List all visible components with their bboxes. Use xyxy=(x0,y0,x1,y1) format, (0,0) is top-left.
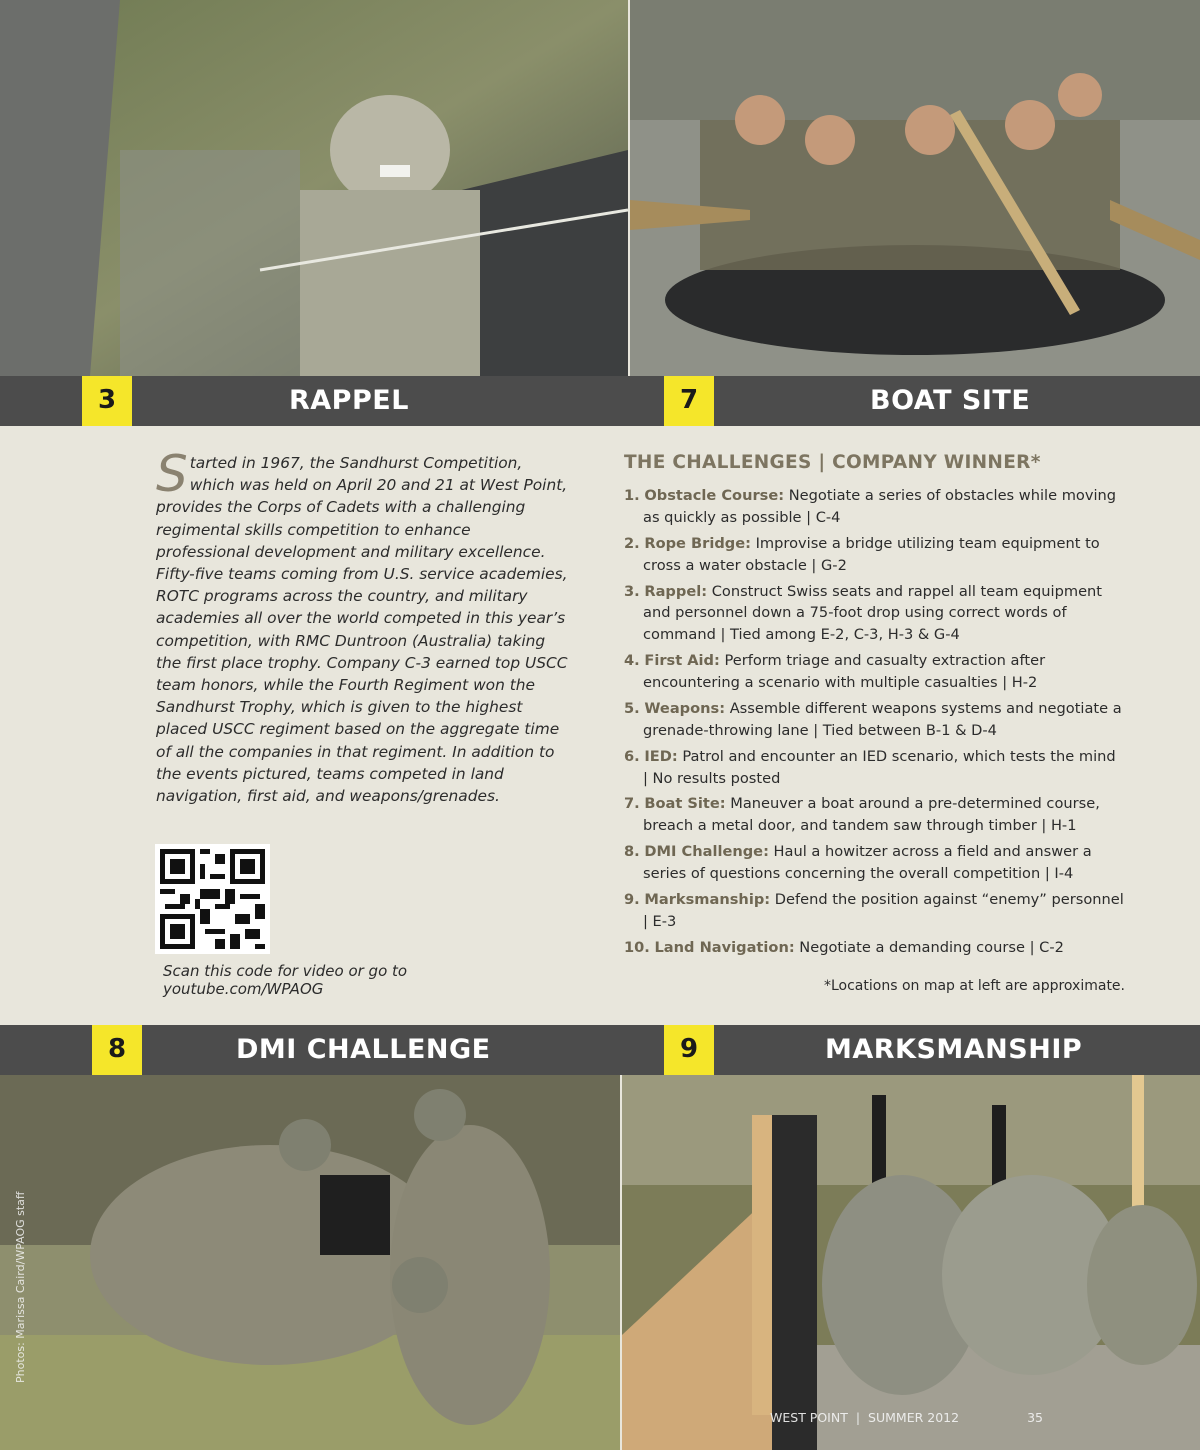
challenge-number: 8. xyxy=(624,843,640,861)
section-number-badge: 8 xyxy=(92,1025,142,1075)
footnote: *Locations on map at left are approximate. xyxy=(823,978,1125,994)
challenge-name: Rope Bridge: xyxy=(644,534,751,552)
rappel-photo xyxy=(0,0,628,376)
challenge-number: 6. xyxy=(624,747,640,765)
publication-name: WEST POINT xyxy=(770,1410,848,1425)
rappel-heading: RAPPEL xyxy=(289,385,409,416)
challenge-name: Boat Site: xyxy=(644,795,726,813)
section-number-badge: 7 xyxy=(664,376,714,426)
boat-site-photo xyxy=(630,0,1200,376)
challenge-description: Maneuver a boat around a pre-determined course, breach a metal door, and tandem saw through timber | H-1 xyxy=(643,795,1100,835)
challenge-number: 3. xyxy=(624,582,640,600)
dmi-challenge-heading: DMI CHALLENGE xyxy=(236,1034,491,1065)
issue-name: SUMMER 2012 xyxy=(868,1410,960,1425)
challenge-name: First Aid: xyxy=(644,652,720,670)
challenge-number: 4. xyxy=(624,652,640,670)
page-number: 35 xyxy=(1027,1410,1043,1425)
challenges-heading: THE CHALLENGES | COMPANY WINNER* xyxy=(624,452,1041,473)
list-item xyxy=(624,533,1124,577)
list-item xyxy=(624,889,1124,933)
dmi-challenge-photo xyxy=(0,1075,620,1450)
challenge-number: 7. xyxy=(624,795,640,813)
boat-site-heading: BOAT SITE xyxy=(870,385,1031,416)
challenges-list xyxy=(624,485,1124,963)
challenge-number: 9. xyxy=(624,891,640,909)
list-item xyxy=(624,650,1124,694)
marksmanship-heading: MARKSMANSHIP xyxy=(825,1034,1083,1065)
bottom-section-bar xyxy=(0,1025,1200,1075)
challenge-description: Negotiate a series of obstacles while moving as quickly as possible | C-4 xyxy=(643,487,1117,526)
challenge-description: Patrol and encounter an IED scenario, which tests the mind | No results posted xyxy=(643,747,1116,787)
challenge-description: Improvise a bridge utilizing team equipment to cross a water obstacle | G-2 xyxy=(643,534,1100,574)
list-item xyxy=(624,698,1124,742)
challenge-number: 1. xyxy=(624,487,640,504)
intro-text: tarted in 1967, the Sandhurst Competition, which was held on April 20 and 21 at West Point, provides the Corps of Cadets with a challenging regimental skills competition to enhance professional development and military excellence. Fifty-five teams coming from U.S. service academies, ROTC programs across the country, and military academies all over the world competed in this year’s competition, with RMC Duntroon (Australia) taking the first place trophy. Company C-3 earned top USCC team honors, while the Fourth Regiment won the Sandhurst Trophy, which is given to the highest placed USCC regiment based on the aggregate time of all the companies in that regiment. In addition to the events pictured, teams competed in land navigation, first aid, and weapons/grenades. xyxy=(156,454,568,806)
qr-caption: Scan this code for video or go to youtube.com/WPAOG xyxy=(163,962,408,998)
intro-paragraph xyxy=(156,445,568,807)
list-item xyxy=(624,581,1124,646)
challenge-number: 5. xyxy=(624,699,640,717)
section-number-badge: 3 xyxy=(82,376,132,426)
challenge-name: DMI Challenge: xyxy=(644,843,769,861)
page-footer xyxy=(770,1410,1047,1425)
challenge-description: Construct Swiss seats and rappel all team equipment and personnel down a 75-foot drop using correct words of command | Tied among E-2, C-3, H-3 & G-4 xyxy=(643,582,1103,644)
challenge-description: Defend the position against “enemy” personnel | E-3 xyxy=(643,891,1124,930)
challenge-description: Assemble different weapons systems and negotiate a grenade-throwing lane | Tied between B-1 & D-4 xyxy=(643,699,1122,739)
top-section-bar xyxy=(0,376,1200,426)
challenge-name: Marksmanship: xyxy=(644,891,771,909)
challenge-number: 2. xyxy=(624,534,640,552)
list-item xyxy=(624,746,1124,790)
list-item xyxy=(624,841,1124,885)
challenge-name: IED: xyxy=(644,747,678,765)
marksmanship-photo xyxy=(622,1075,1200,1450)
challenge-number: 10. xyxy=(624,938,650,956)
challenge-name: Weapons: xyxy=(644,699,726,717)
photo-credit: Photos: Marissa Caird/WPAOG staff xyxy=(14,1191,27,1383)
challenge-description: Perform triage and casualty extraction after encountering a scenario with multiple casualties | H-2 xyxy=(643,652,1046,691)
list-item xyxy=(624,937,1124,959)
challenge-name: Rappel: xyxy=(644,582,708,600)
challenge-description: Haul a howitzer across a field and answer a series of questions concerning the overall competition | I-4 xyxy=(643,843,1092,883)
list-item xyxy=(624,485,1124,529)
section-number-badge: 9 xyxy=(664,1025,714,1075)
footer-separator: | xyxy=(855,1410,861,1425)
challenge-name: Obstacle Course: xyxy=(644,487,785,504)
qr-code[interactable] xyxy=(155,844,270,954)
drop-cap: S xyxy=(156,445,188,503)
list-item xyxy=(624,793,1124,837)
challenge-description: Negotiate a demanding course | C-2 xyxy=(794,938,1064,956)
challenge-name: Land Navigation: xyxy=(654,938,795,956)
